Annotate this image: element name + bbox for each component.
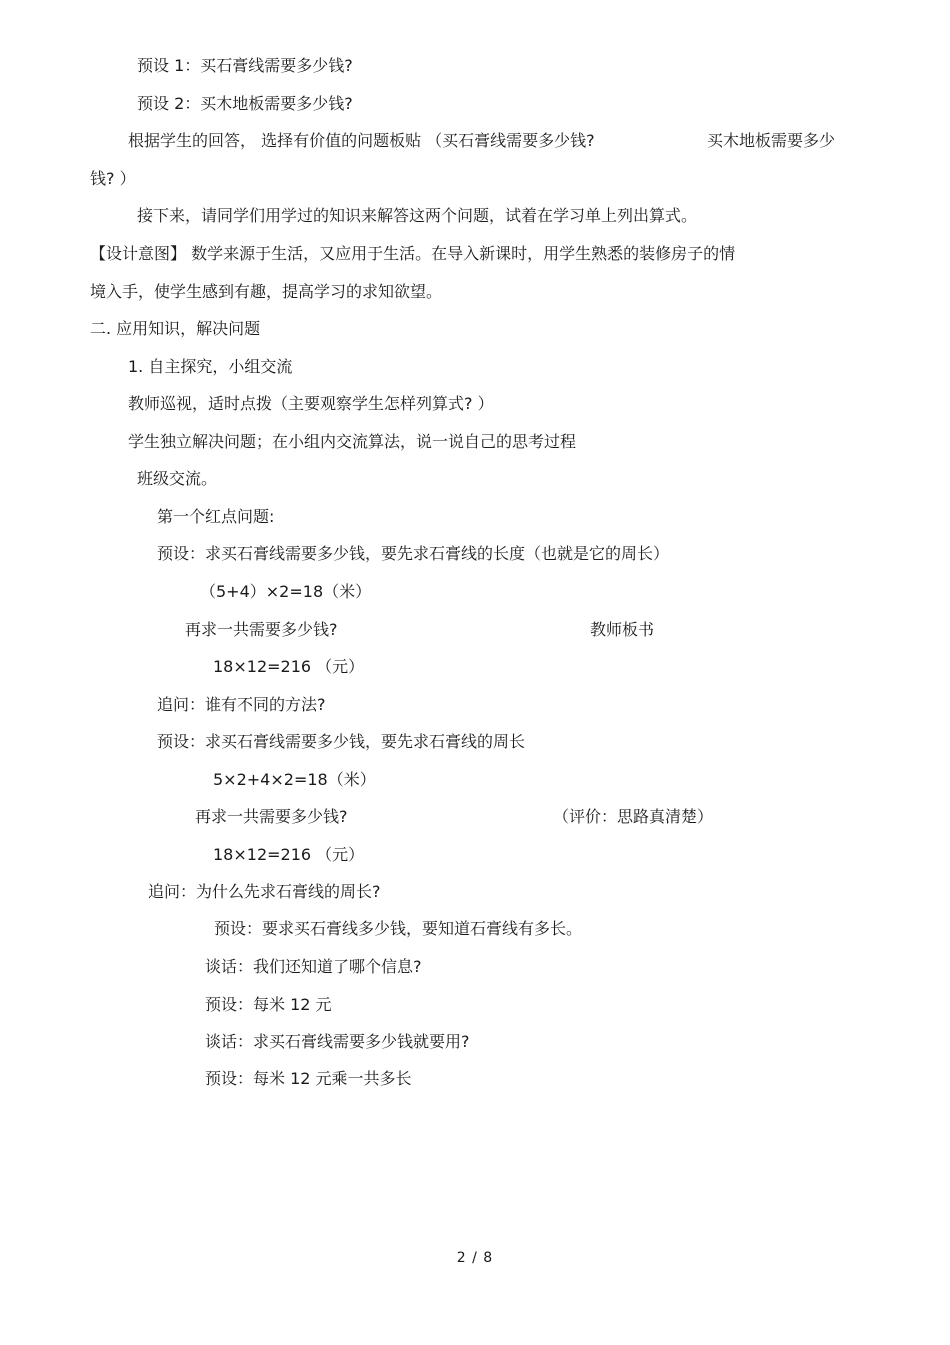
text-line-14: 第一个红点问题: [157,507,275,526]
text-line-31: 预设：每米 12 元乘一共多长 [205,1069,412,1088]
formula-4: 18×12=216 （元） [213,845,365,864]
text-line-21: 预设：求买石膏线需要多少钱，要先求石膏线的周长 [157,732,526,751]
evaluation-note: （评价：思路真清楚） [553,807,714,826]
page-number: 2 / 8 [456,1250,494,1266]
teacher-note: 教师板书 [590,620,655,639]
formula-3: 5×2+4×2=18（米） [213,770,376,789]
text-line-2: 预设 2：买木地板需要多少钱? [137,94,353,113]
text-line-3: 根据学生的回答， 选择有价值的问题板贴 （买石膏线需要多少钱? [128,131,595,150]
design-intent-line-2: 境入手，使学生感到有趣，提高学习的求知欲望。 [90,282,443,301]
text-line-3b: 买木地板需要多少 [707,131,836,150]
text-line-15: 预设：求买石膏线需要多少钱，要先求石膏线的长度（也就是它的周长） [157,544,670,563]
text-line-27: 预设：要求买石膏线多少钱，要知道石膏线有多长。 [214,919,583,938]
text-line-1: 预设 1：买石膏线需要多少钱? [137,56,353,75]
subsection-heading: 1. 自主探究，小组交流 [128,357,293,376]
text-line-20: 追问：谁有不同的方法? [157,695,326,714]
formula-2: 18×12=216 （元） [213,657,365,676]
text-line-17: 再求一共需要多少钱? [185,620,338,639]
text-line-13: 班级交流。 [137,469,218,488]
text-line-12: 学生独立解决问题；在小组内交流算法，说一说自己的思考过程 [128,432,577,451]
text-line-4: 钱? ） [90,169,136,188]
section-heading: 二. 应用知识，解决问题 [90,319,261,338]
text-line-5: 接下来，请同学们用学过的知识来解答这两个问题，试着在学习单上列出算式。 [137,206,698,225]
text-line-28: 谈话：我们还知道了哪个信息? [205,957,422,976]
text-line-26: 追问：为什么先求石膏线的周长? [148,882,381,901]
design-intent-line-1: 【设计意图】 数学来源于生活，又应用于生活。在导入新课时，用学生熟悉的装修房子的情 [90,244,736,263]
text-line-29: 预设：每米 12 元 [205,995,332,1014]
formula-1: （5+4）×2=18（米） [200,582,372,601]
text-line-30: 谈话：求买石膏线需要多少钱就要用? [205,1032,470,1051]
text-line-23: 再求一共需要多少钱? [195,807,348,826]
text-line-11: 教师巡视，适时点拨（主要观察学生怎样列算式? ） [128,394,494,413]
